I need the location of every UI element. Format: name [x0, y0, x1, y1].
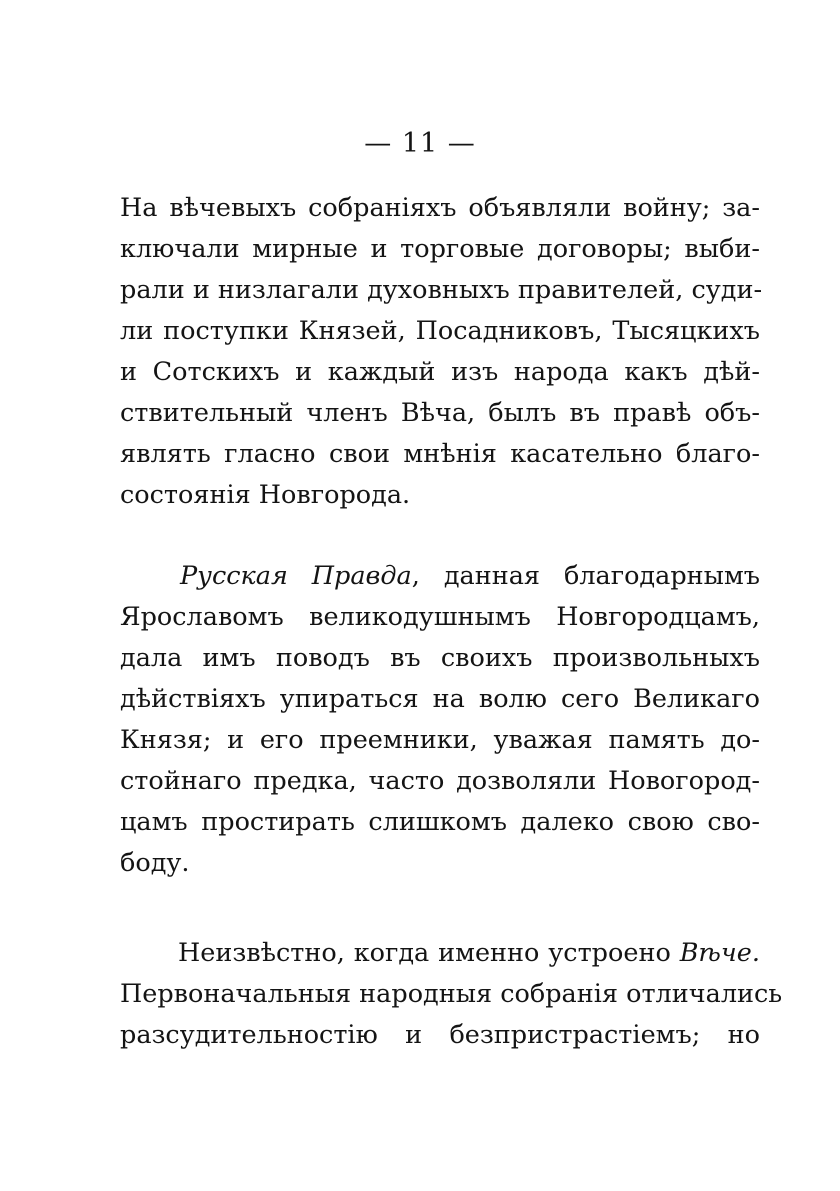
italic-word: Вѣче. — [679, 938, 760, 968]
text-line: Князя; и его преемники, уважая память до- — [120, 725, 760, 755]
text-line: боду. — [120, 848, 190, 878]
text-line-first — [120, 933, 760, 974]
text-line: Первоначальныя народныя собранія отличались — [120, 979, 783, 1009]
text-line: разсудительностію и безпристрастіемъ; но — [120, 1020, 760, 1050]
text-line: состоянія Новгорода. — [120, 480, 411, 510]
italic-title: Русская Правда — [180, 561, 412, 591]
paragraph-3 — [120, 933, 783, 1056]
text-line: и Сотскихъ и каждый изъ народа какъ дѣй- — [120, 357, 760, 387]
text-line: рали и низлагали духовныхъ правителей, суди- — [120, 275, 763, 305]
paragraph-1 — [120, 188, 763, 516]
line-start: Неизвѣстно, когда именно устроено — [178, 938, 680, 968]
text-line: ключали мирные и торговые договоры; выби- — [120, 234, 760, 264]
text-line: На вѣчевыхъ собраніяхъ объявляли войну; за- — [120, 193, 760, 223]
text-line: являть гласно свои мнѣнія касательно благо- — [120, 439, 760, 469]
text-line: дѣйствіяхъ упираться на волю сего Великаго — [120, 684, 760, 714]
text-line: Ярославомъ великодушнымъ Новгородцамъ, — [120, 602, 760, 632]
line-rest: , данная благодарнымъ — [411, 561, 761, 591]
paragraph-2 — [120, 556, 760, 884]
text-line: ствительный членъ Вѣча, былъ въ правѣ объ- — [120, 398, 760, 428]
text-line: дала имъ поводъ въ своихъ произвольныхъ — [120, 643, 760, 673]
text-line-first — [120, 556, 760, 597]
text-line: стойнаго предка, часто дозволяли Новогород- — [120, 766, 760, 796]
text-line: ли поступки Князей, Посадниковъ, Тысяцкихъ — [120, 316, 760, 346]
text-line: цамъ простирать слишкомъ далеко свою сво- — [120, 807, 760, 837]
page-number: — 11 — — [364, 128, 476, 159]
